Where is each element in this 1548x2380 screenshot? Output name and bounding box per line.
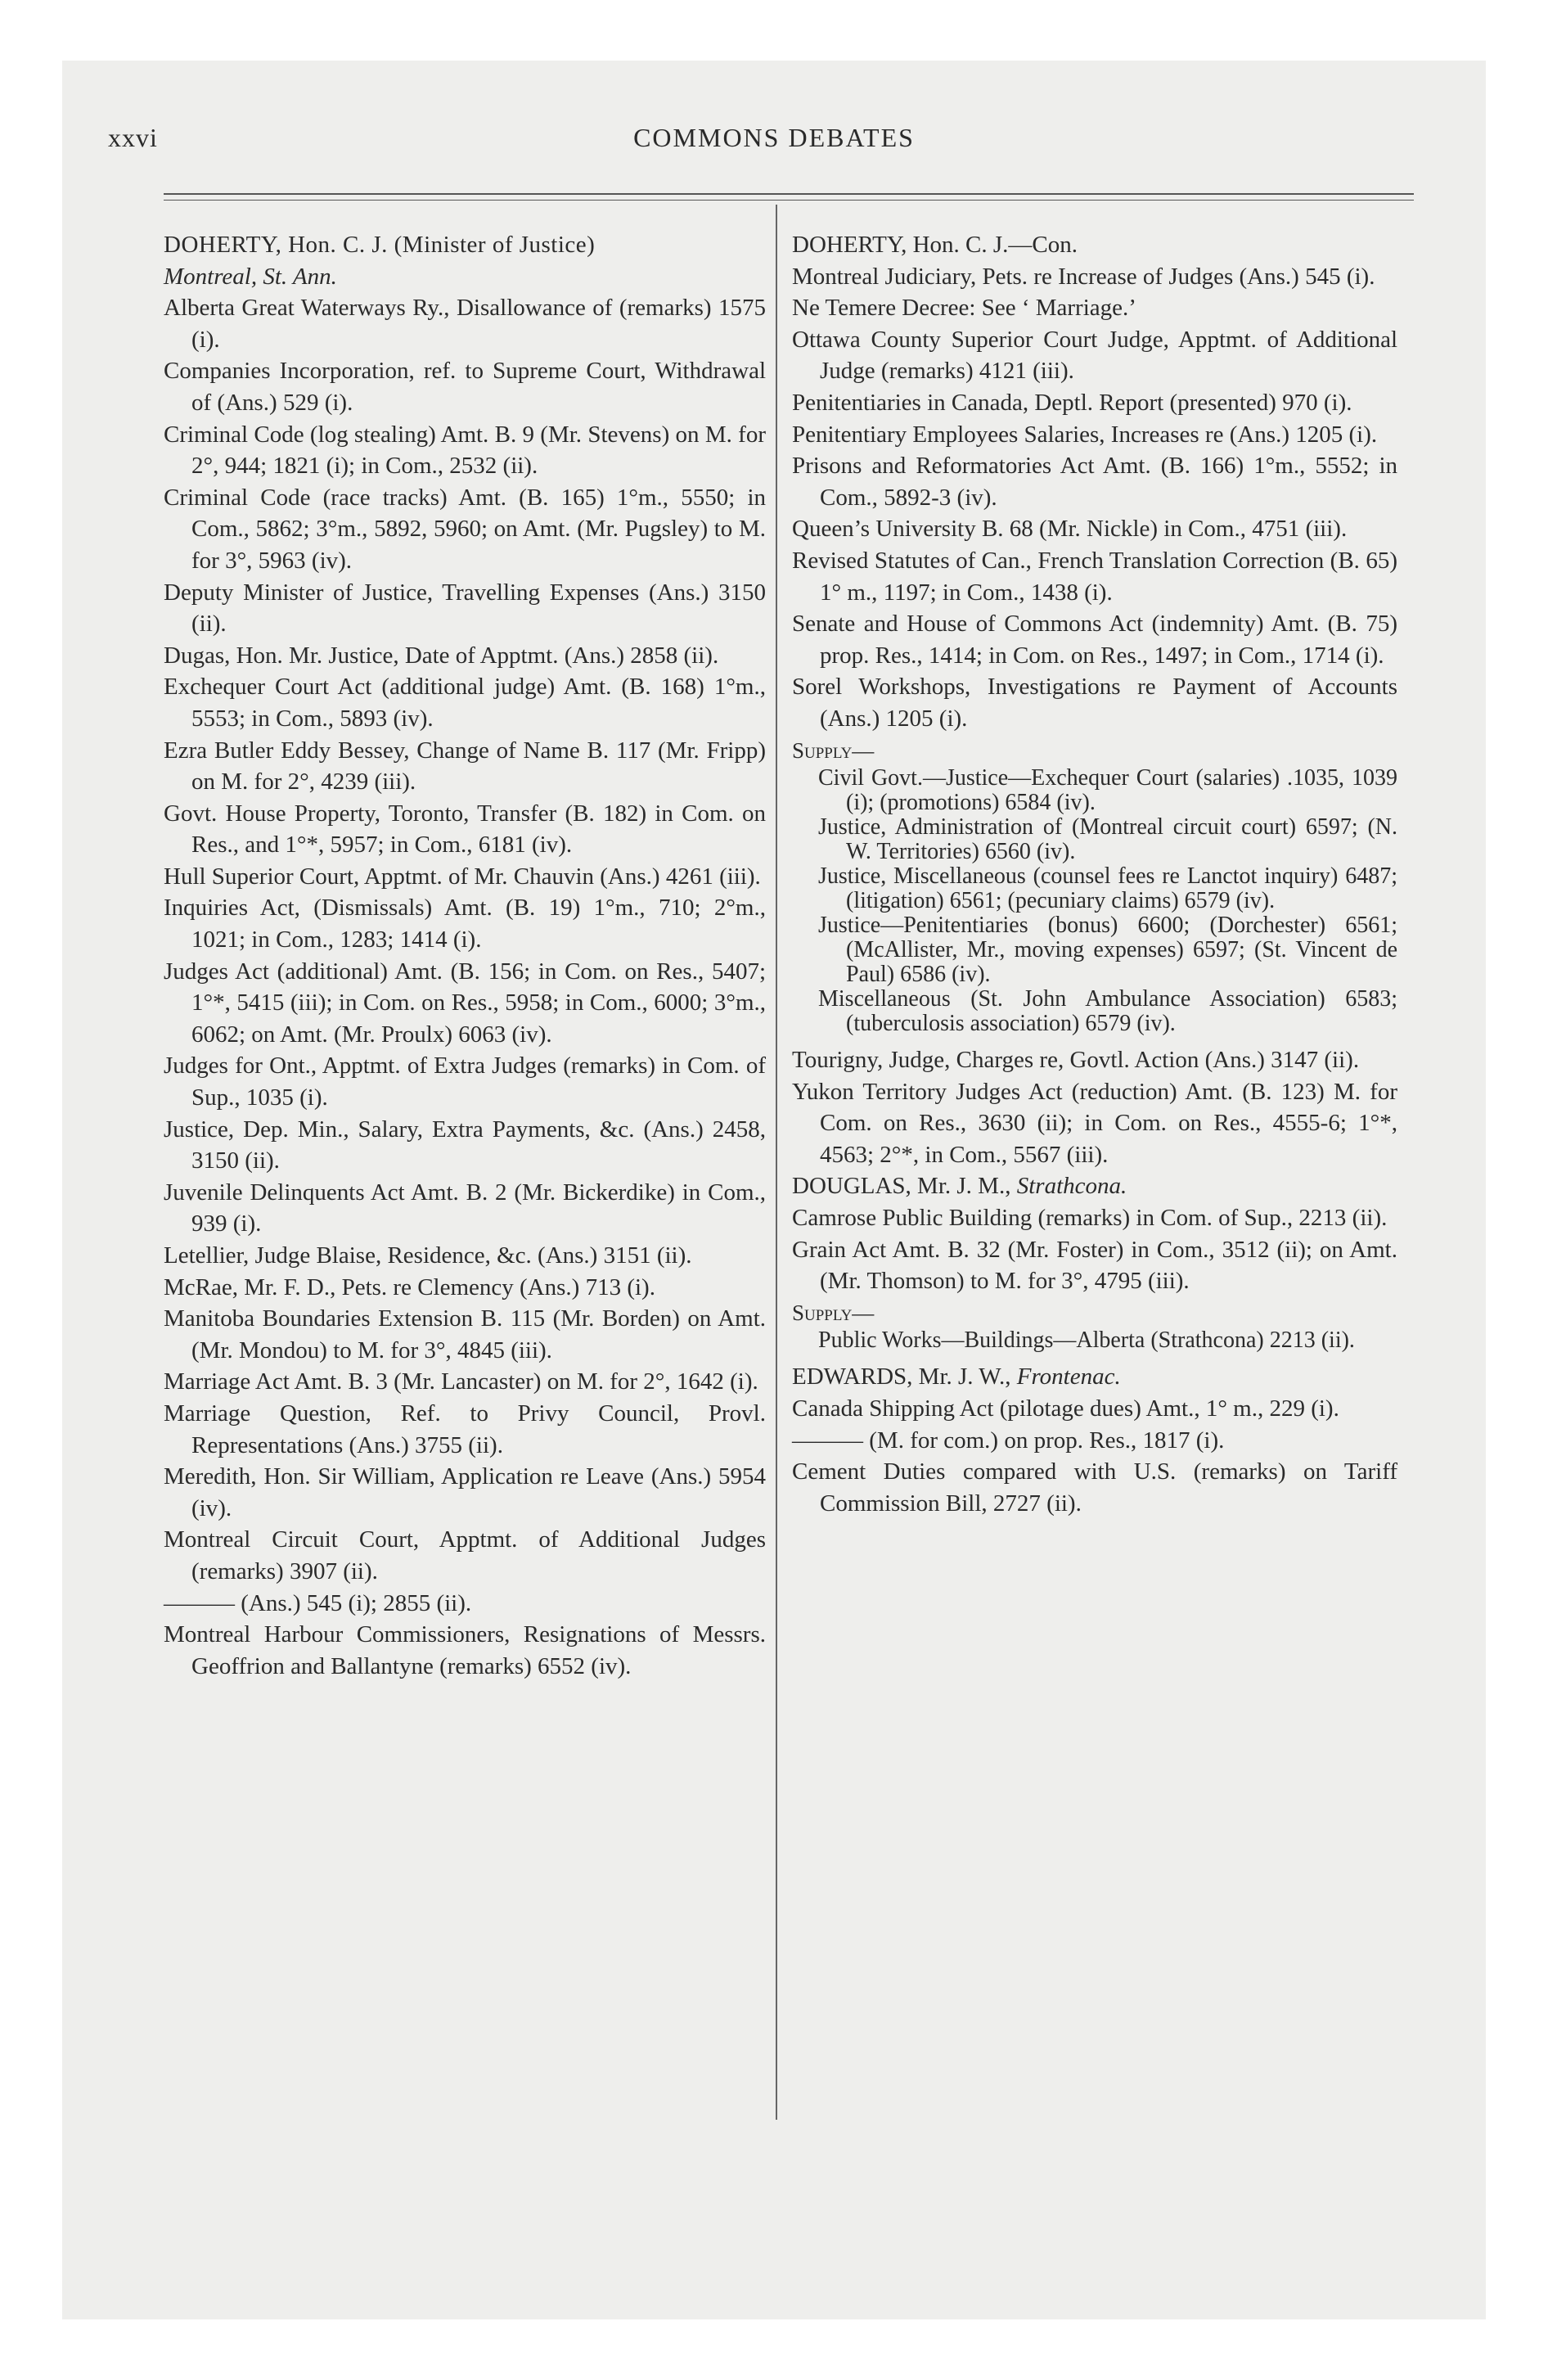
index-entry: Inquiries Act, (Dismissals) Amt. (B. 19) 1°m., 710; 2°m., 1021; in Com., 1283; 1414 (i). [164,895,766,953]
index-entry: Cement Duties compared with U.S. (remarks) on Tariff Commission Bill, 2727 (ii). [792,1458,1397,1517]
index-entry: Camrose Public Building (remarks) in Com. of Sup., 2213 (ii). [792,1205,1388,1232]
supply-label: Supply— [792,1300,875,1325]
supply-subentry: Justice, Miscellaneous (counsel fees re Lanctot inquiry) 6487; (litigation) 6561; (pecuniary claims) 6579 (iv). [818,863,1397,914]
index-entry: Hull Superior Court, Apptmt. of Mr. Chauvin (Ans.) 4261 (iii). [164,863,761,890]
index-entry: McRae, Mr. F. D., Pets. re Clemency (Ans.) 713 (i). [164,1273,655,1300]
index-entry: Canada Shipping Act (pilotage dues) Amt., 1° m., 229 (i). [792,1395,1339,1422]
heading-riding: Strathcona. [1016,1173,1127,1200]
index-entry: Criminal Code (race tracks) Amt. (B. 165) 1°m., 5550; in Com., 5862; 3°m., 5892, 5960; on Amt. (Mr. Pugsley) to M. for 3°, 5963 (iv). [164,484,766,574]
heading-name: DOUGLAS, Mr. J. M., [792,1173,1011,1200]
index-entry: Exchequer Court Act (additional judge) Amt. (B. 168) 1°m., 5553; in Com., 5893 (iv). [164,674,766,732]
supply-subentry: Miscellaneous (St. John Ambulance Association) 6583; (tuberculosis association) 6579 (iv). [818,986,1397,1037]
header-rule-top [164,193,1414,195]
index-entry: Juvenile Delinquents Act Amt. B. 2 (Mr. Bickerdike) in Com., 939 (i). [164,1179,766,1237]
douglas-supply-list [792,1328,1397,1353]
supply-subentry: Public Works—Buildings—Alberta (Strathcona) 2213 (ii). [818,1327,1355,1354]
index-heading-doherty [164,229,766,292]
index-entry: Grain Act Amt. B. 32 (Mr. Foster) in Com., 3512 (ii); on Amt. (Mr. Thomson) to M. for 3°, 4795 (iii). [792,1236,1397,1295]
index-entry: Judges Act (additional) Amt. (B. 156; in Com. on Res., 5407; 1°*, 5415 (iii); in Com. on Res., 5958; in Com., 6000; 3°m., 6062; on Amt. (Mr. Proulx) 6063 (iv). [164,958,766,1048]
doherty-entry-list [792,261,1397,735]
index-entry: Prisons and Reformatories Act Amt. (B. 166) 1°m., 5552; in Com., 5892-3 (iv). [792,453,1397,511]
index-entry: Letellier, Judge Blaise, Residence, &c. (Ans.) 3151 (ii). [164,1242,692,1269]
index-entry: Ne Temere Decree: See ‘ Marriage.’ [792,295,1136,322]
index-entry: ——— (Ans.) 545 (i); 2855 (ii). [164,1589,472,1616]
doherty-entry-list-after [792,1044,1397,1170]
index-entry: Penitentiary Employees Salaries, Increases re (Ans.) 1205 (i). [792,421,1378,448]
supply-label: Supply— [792,737,875,763]
index-entry: Manitoba Boundaries Extension B. 115 (Mr. Borden) on Amt. (Mr. Mondou) to M. for 3°, 4845 (iii). [164,1305,766,1364]
index-entry: Revised Statutes of Can., French Translation Correction (B. 65) 1° m., 1197; in Com., 1438 (i). [792,547,1397,606]
index-entry: Montreal Judiciary, Pets. re Increase of Judges (Ans.) 545 (i). [792,263,1375,290]
index-entry: Judges for Ont., Apptmt. of Extra Judges (remarks) in Com. of Sup., 1035 (i). [164,1053,766,1111]
left-column [164,229,766,1682]
heading-riding: Montreal, St. Ann. [164,263,337,290]
index-entry: Justice, Dep. Min., Salary, Extra Payments, &c. (Ans.) 2458, 3150 (ii). [164,1116,766,1174]
index-entry: Companies Incorporation, ref. to Supreme Court, Withdrawal of (Ans.) 529 (i). [164,358,766,416]
index-entry: Govt. House Property, Toronto, Transfer (B. 182) in Com. on Res., and 1°*, 5957; in Com., 6181 (iv). [164,800,766,859]
index-entry: Queen’s University B. 68 (Mr. Nickle) in Com., 4751 (iii). [792,516,1348,543]
supply-subentry: Justice, Administration of (Montreal circuit court) 6597; (N. W. Territories) 6560 (iv). [818,814,1397,865]
index-entry: Montreal Harbour Commissioners, Resignations of Messrs. Geoffrion and Ballantyne (remarks) 6552 (iv). [164,1621,766,1679]
index-entry: Montreal Circuit Court, Apptmt. of Additional Judges (remarks) 3907 (ii). [164,1526,766,1584]
index-entry: Senate and House of Commons Act (indemnity) Amt. (B. 75) prop. Res., 1414; in Com. on Res., 1497; in Com., 1714 (i). [792,611,1397,669]
index-heading-douglas [792,1170,1397,1202]
index-heading-doherty-continued: DOHERTY, Hon. C. J.—Con. [792,232,1078,258]
index-entry: Dugas, Hon. Mr. Justice, Date of Apptmt. (Ans.) 2858 (ii). [164,642,719,669]
index-entry: Marriage Act Amt. B. 3 (Mr. Lancaster) on M. for 2°, 1642 (i). [164,1368,758,1395]
right-column [792,229,1397,1519]
index-entry: Ezra Butler Eddy Bessey, Change of Name B. 117 (Mr. Fripp) on M. for 2°, 4239 (iii). [164,737,766,796]
index-entry: Tourigny, Judge, Charges re, Govtl. Action (Ans.) 3147 (ii). [792,1047,1360,1074]
index-entry: Marriage Question, Ref. to Privy Council, Provl. Representations (Ans.) 3755 (ii). [164,1400,766,1458]
supply-subentry: Civil Govt.—Justice—Exchequer Court (salaries) .1035, 1039 (i); (promotions) 6584 (iv). [818,765,1397,816]
heading-name: DOHERTY, Hon. C. J. (Minister of Justice) [164,232,596,258]
doherty-supply-list [792,766,1397,1036]
left-entry-list [164,292,766,1682]
supply-subentry: Justice—Penitentiaries (bonus) 6600; (Dorchester) 6561; (McAllister, Mr., moving expenses) 6597; (St. Vincent de Paul) 6586 (iv). [818,913,1397,988]
index-entry: Alberta Great Waterways Ry., Disallowance of (remarks) 1575 (i). [164,295,766,353]
header-rule-bottom [164,200,1414,201]
index-entry: Ottawa County Superior Court Judge, Apptmt. of Additional Judge (remarks) 4121 (iii). [792,326,1397,385]
index-entry: Penitentiaries in Canada, Deptl. Report (presented) 970 (i). [792,389,1352,416]
index-entry: Yukon Territory Judges Act (reduction) Amt. (B. 123) M. for Com. on Res., 3630 (ii); in Com. on Res., 4555-6; 1°*, 4563; 2°*, in Com., 5567 (iii). [792,1078,1397,1168]
index-entry: Deputy Minister of Justice, Travelling Expenses (Ans.) 3150 (ii). [164,579,766,638]
douglas-entry-list [792,1202,1397,1297]
index-heading-edwards [792,1361,1397,1393]
edwards-entry-list [792,1393,1397,1519]
heading-riding: Frontenac. [1016,1364,1121,1391]
running-title: COMMONS DEBATES [633,123,915,152]
index-entry: ——— (M. for com.) on prop. Res., 1817 (i). [792,1427,1225,1454]
index-entry: Criminal Code (log stealing) Amt. B. 9 (Mr. Stevens) on M. for 2°, 944; 1821 (i); in Com., 2532 (ii). [164,421,766,480]
column-divider [776,205,777,2120]
page-number: xxvi [108,123,158,152]
index-entry: Meredith, Hon. Sir William, Application re Leave (Ans.) 5954 (iv). [164,1463,766,1521]
index-entry: Sorel Workshops, Investigations re Payment of Accounts (Ans.) 1205 (i). [792,674,1397,732]
heading-name: EDWARDS, Mr. J. W., [792,1364,1011,1391]
